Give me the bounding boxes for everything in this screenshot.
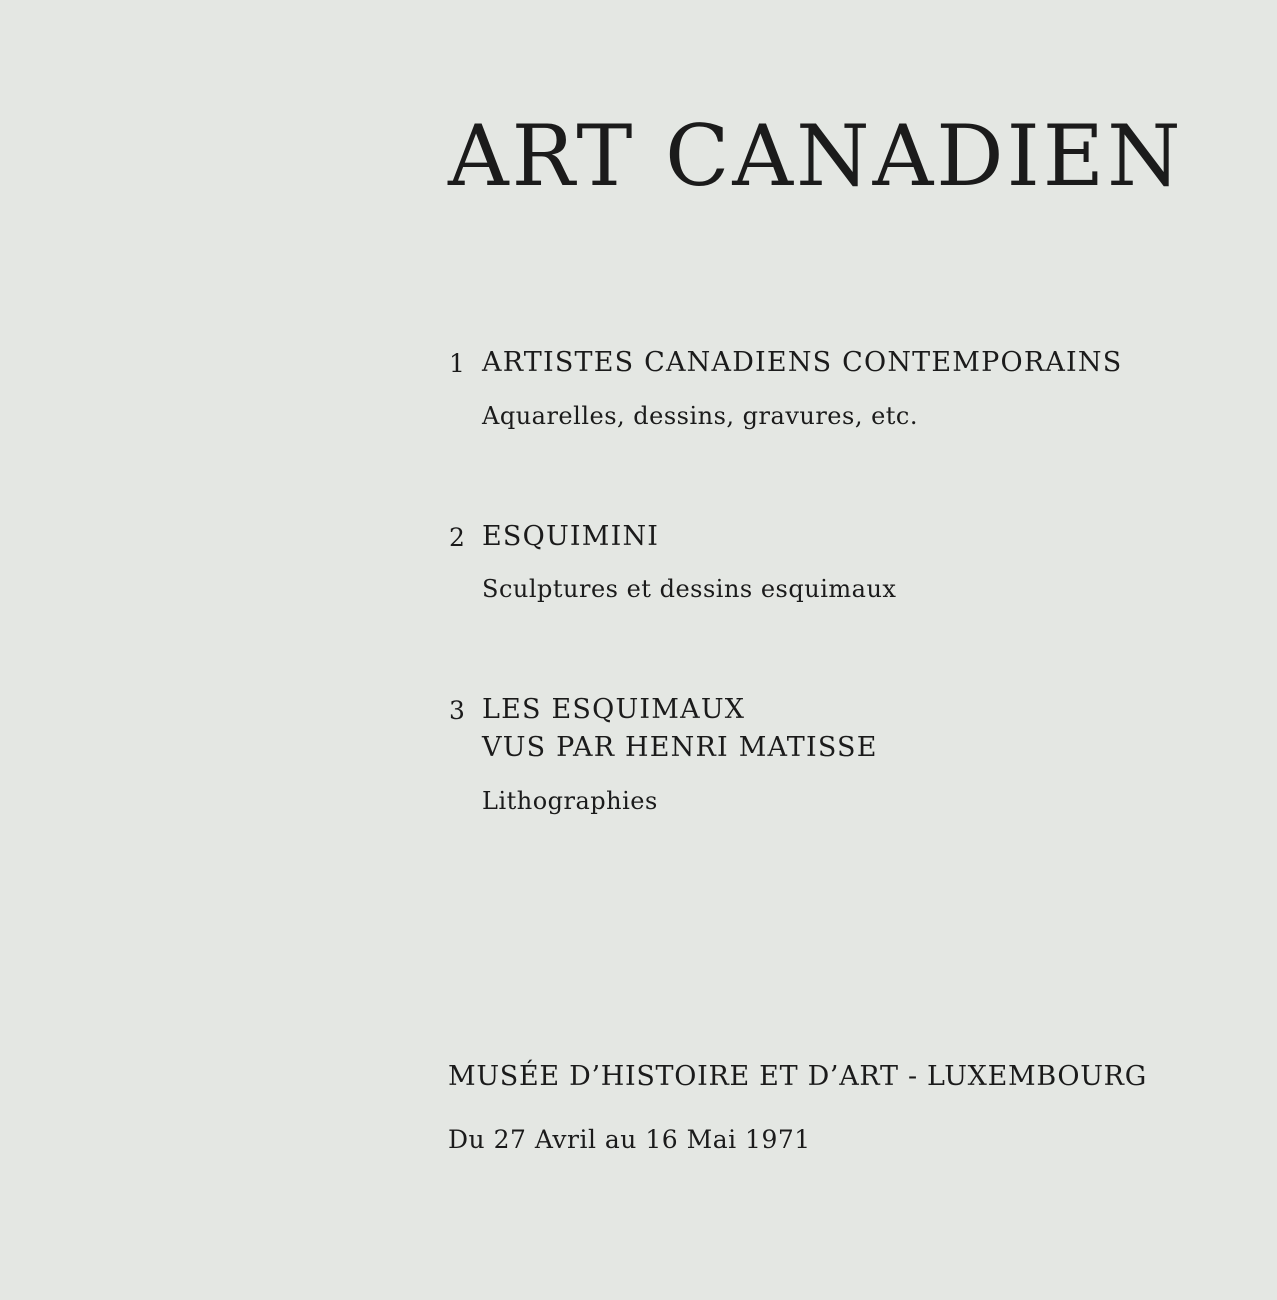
section-3-subtitle: Lithographies	[482, 787, 658, 815]
section-1-subtitle: Aquarelles, dessins, gravures, etc.	[482, 402, 918, 430]
section-2-subtitle: Sculptures et dessins esquimaux	[482, 575, 897, 603]
exhibition-dates: Du 27 Avril au 16 Mai 1971	[448, 1125, 811, 1154]
section-2-number: 2	[449, 523, 465, 552]
section-3-title-line2: VUS PAR HENRI MATISSE	[482, 732, 878, 763]
section-3-title-line1: LES ESQUIMAUX	[482, 694, 746, 725]
section-3-number: 3	[449, 696, 465, 725]
section-1-title: ARTISTES CANADIENS CONTEMPORAINS	[482, 347, 1123, 378]
document-title: ART CANADIEN	[448, 107, 1184, 205]
venue-name: MUSÉE D’HISTOIRE ET D’ART - LUXEMBOURG	[448, 1061, 1147, 1092]
section-1-number: 1	[449, 349, 465, 378]
section-2-title: ESQUIMINI	[482, 521, 660, 552]
